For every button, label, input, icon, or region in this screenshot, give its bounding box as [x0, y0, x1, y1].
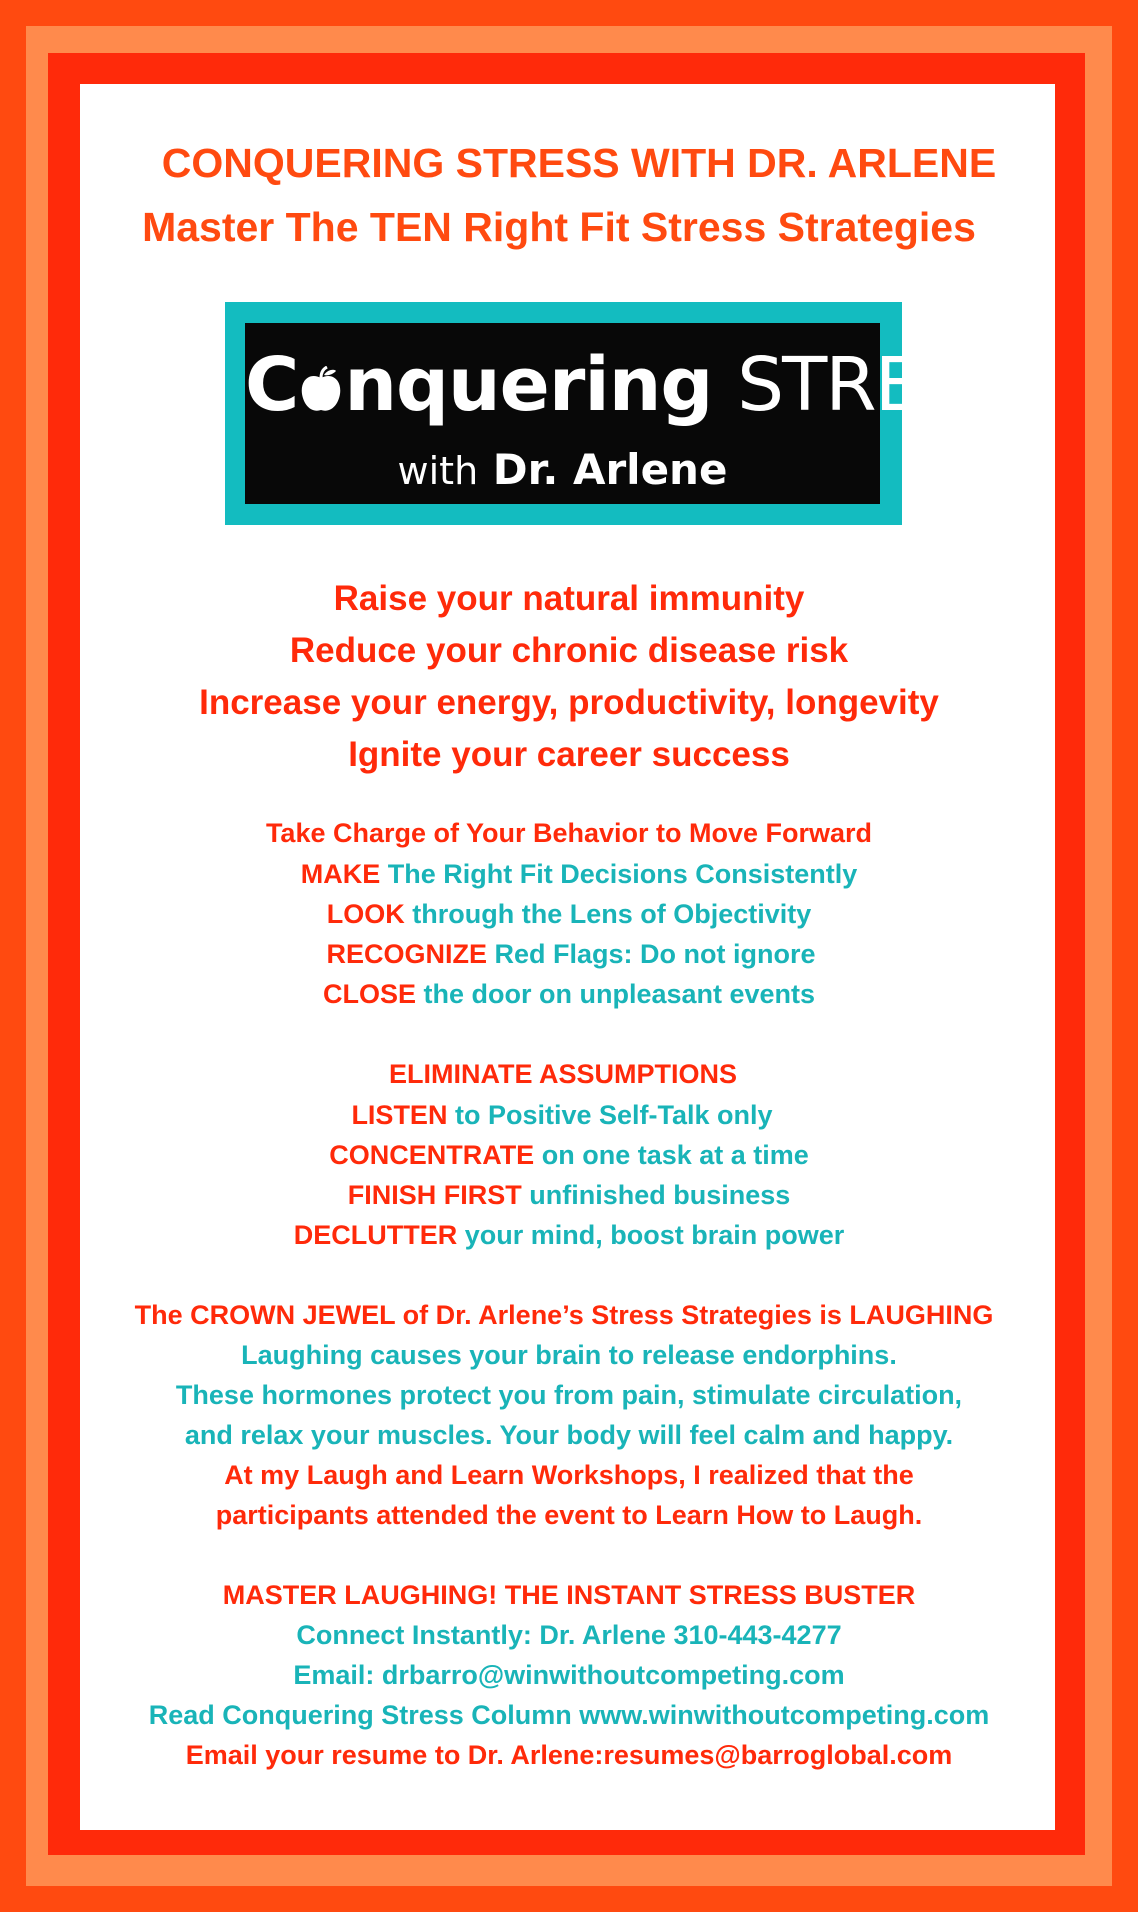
page-subtitle: Master The TEN Right Fit Stress Strategies: [142, 204, 976, 250]
contact-email: Email: drbarro@winwithoutcompeting.com: [293, 1660, 845, 1690]
logo-title: C nquering STRESS: [245, 342, 1010, 428]
strategy-item: LISTEN to Positive Self-Talk only: [351, 1100, 773, 1130]
laughing-text: These hormones protect you from pain, stimulate circulation,: [175, 1380, 963, 1410]
strategies-heading: ELIMINATE ASSUMPTIONS: [388, 1059, 737, 1089]
laughing-text: and relax your muscles. Your body will feel calm and happy.: [184, 1420, 954, 1450]
laughing-text: Laughing causes your brain to release endorphins.: [241, 1340, 897, 1370]
strategy-item: RECOGNIZE Red Flags: Do not ignore: [326, 939, 816, 969]
apple-icon: [298, 366, 344, 414]
strategy-item: DECLUTTER your mind, boost brain power: [293, 1220, 845, 1250]
strategy-item: LOOK through the Lens of Objectivity: [326, 899, 812, 929]
strategy-item: CLOSE the door on unpleasant events: [322, 979, 816, 1009]
laughing-heading: The CROWN JEWEL of Dr. Arlene’s Stress Strategies is LAUGHING: [134, 1300, 994, 1330]
benefit-line: Ignite your career success: [348, 735, 790, 774]
strategy-item: FINISH FIRST unfinished business: [347, 1180, 791, 1210]
laughing-text: participants attended the event to Learn How to Laugh.: [215, 1500, 923, 1530]
strategy-item: CONCENTRATE on one task at a time: [329, 1140, 809, 1170]
page-title: CONQUERING STRESS WITH DR. ARLENE: [161, 140, 997, 186]
logo-subtitle: with Dr. Arlene: [397, 445, 728, 494]
laughing-text: At my Laugh and Learn Workshops, I realized that the: [224, 1460, 914, 1490]
benefit-line: Raise your natural immunity: [333, 579, 805, 618]
benefit-line: Increase your energy, productivity, longevity: [199, 683, 939, 722]
contact-column-link: Read Conquering Stress Column www.winwithoutcompeting.com: [148, 1700, 990, 1730]
strategies-heading: Take Charge of Your Behavior to Move Forward: [265, 818, 873, 848]
contact-heading: MASTER LAUGHING! THE INSTANT STRESS BUSTER: [222, 1580, 916, 1610]
contact-phone: Connect Instantly: Dr. Arlene 310-443-4277: [296, 1620, 842, 1650]
strategy-item: MAKE The Right Fit Decisions Consistently: [300, 859, 858, 889]
benefit-line: Reduce your chronic disease risk: [289, 631, 849, 670]
contact-resume: Email your resume to Dr. Arlene:resumes@barroglobal.com: [185, 1740, 953, 1770]
